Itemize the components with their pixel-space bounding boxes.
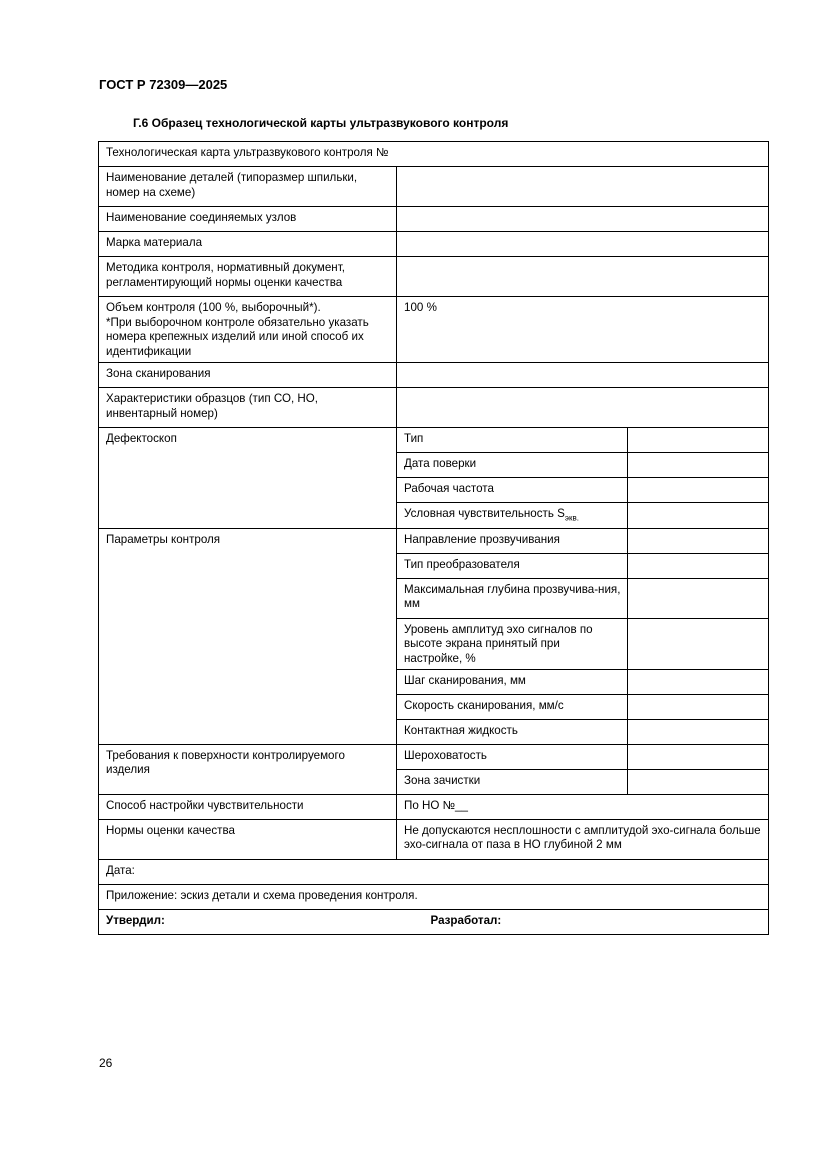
table-row [99,167,769,207]
table-row [99,142,769,167]
control-param-value [628,553,769,578]
row-label: Зона сканирования [99,363,397,388]
inspection-card-table [98,141,769,935]
control-param-value [628,618,769,669]
table-row [99,819,769,859]
table-row [99,257,769,297]
appendix-note: Приложение: эскиз детали и схема проведения контроля. [99,884,769,909]
table-row [99,297,769,363]
table-row [99,232,769,257]
document-header: ГОСТ Р 72309—2025 [99,77,228,92]
row-label: Характеристики образцов (тип СО, НО, инвентарный номер) [99,388,397,428]
page-number: 26 [99,1056,113,1070]
control-param-item: Максимальная глубина прозвучива-ния, мм [397,578,628,618]
flaw-detector-item [397,503,628,529]
quality-norms-label: Нормы оценки качества [99,819,397,859]
control-param-item: Тип преобразователя [397,553,628,578]
row-value [397,167,769,207]
surface-requirement-value [628,744,769,769]
flaw-detector-item: Тип [397,428,628,453]
control-param-value [628,719,769,744]
row-value [397,388,769,428]
sensitivity-method-label: Способ настройки чувствительности [99,794,397,819]
control-param-item: Уровень амплитуд эхо сигналов по высоте экрана принятый при настройке, % [397,618,628,669]
surface-requirement-item: Зона зачистки [397,769,628,794]
control-param-item: Шаг сканирования, мм [397,669,628,694]
flaw-detector-value [628,453,769,478]
table-row [99,428,769,453]
section-caption: Г.6 Образец технологической карты ультразвукового контроля [133,116,509,130]
row-value [397,232,769,257]
table-row [99,859,769,884]
table-row [99,884,769,909]
row-label: Марка материала [99,232,397,257]
table-row [99,388,769,428]
card-title: Технологическая карта ультразвукового контроля № [99,142,769,167]
row-label: Объем контроля (100 %, выборочный*). *При выборочном контроле обязательно указать номера крепежных изделий или иной способ их идентификации [99,297,397,363]
flaw-detector-value [628,503,769,529]
control-param-item: Контактная жидкость [397,719,628,744]
control-param-value [628,694,769,719]
table-row [99,794,769,819]
control-param-item: Направление прозвучивания [397,528,628,553]
table-row [99,363,769,388]
control-param-item: Скорость сканирования, мм/с [397,694,628,719]
surface-requirement-value [628,769,769,794]
date-field: Дата: [99,859,769,884]
quality-norms-value: Не допускаются несплошности с амплитудой эхо-сигнала больше эхо-сигнала от паза в НО глубиной 2 мм [397,819,769,859]
row-label: Наименование соединяемых узлов [99,207,397,232]
flaw-detector-item: Рабочая частота [397,478,628,503]
flaw-detector-label: Дефектоскоп [99,428,397,529]
flaw-detector-value [628,478,769,503]
row-label: Наименование деталей (типоразмер шпильки, номер на схеме) [99,167,397,207]
control-param-value [628,528,769,553]
table-row [99,528,769,553]
flaw-detector-value [628,428,769,453]
sensitivity-method-value: По НО №__ [397,794,769,819]
signature-row [99,909,769,934]
row-label: Методика контроля, нормативный документ, регламентирующий нормы оценки качества [99,257,397,297]
table-row [99,207,769,232]
row-value: 100 % [397,297,769,363]
control-param-value [628,669,769,694]
sensitivity-label: Условная чувствительность S [404,507,565,520]
approved-label: Утвердил: [99,909,397,934]
sensitivity-subscript: экв. [564,513,579,523]
row-value [397,363,769,388]
flaw-detector-item: Дата поверки [397,453,628,478]
surface-requirements-label: Требования к поверхности контролируемого изделия [99,744,397,794]
row-value [397,207,769,232]
developed-label: Разработал: [397,909,769,934]
table-row [99,744,769,769]
surface-requirement-item: Шероховатость [397,744,628,769]
row-value [397,257,769,297]
control-params-label: Параметры контроля [99,528,397,744]
control-param-value [628,578,769,618]
